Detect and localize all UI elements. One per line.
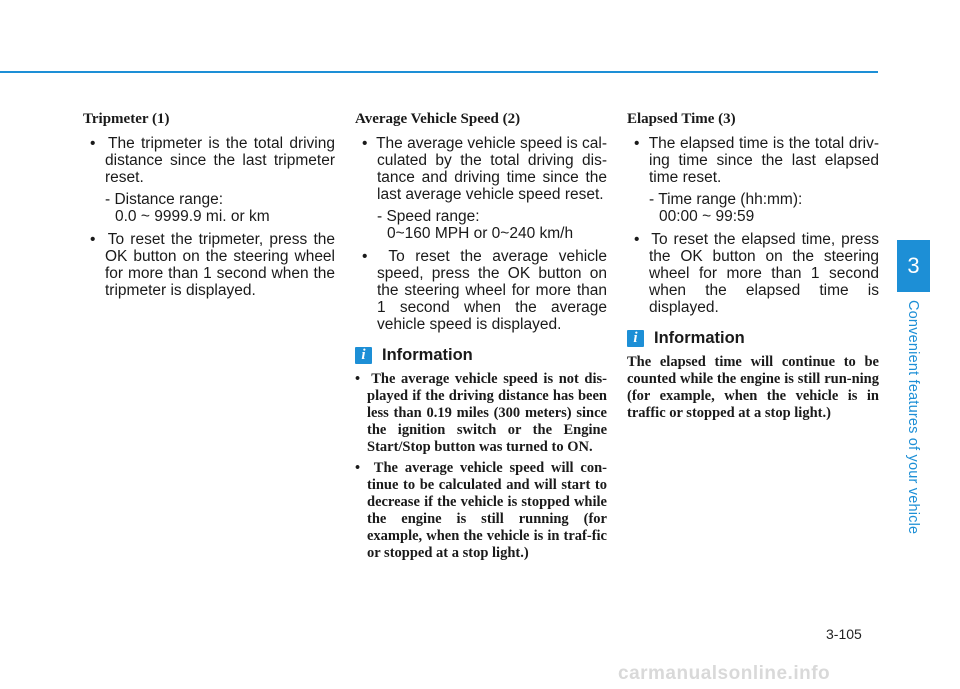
bullet-item: • To reset the average vehicle speed, press the OK button on the steering wheel for more than 1 second when the average vehicle speed is displayed.	[362, 248, 607, 333]
bullet-item: • The elapsed time is the total driv-ing time since the last elapsed time reset.	[634, 135, 879, 186]
section-heading: Average Vehicle Speed (2)	[355, 111, 521, 127]
information-header	[355, 346, 607, 365]
watermark: carmanualsonline.info	[618, 663, 831, 684]
info-bullet-item: • The average vehicle speed will con-tinue to be calculated and will start to decrease if the vehicle is stopped while the engine is still running (for example, when the vehicle is in traf-fic or stopped at a stop light.)	[355, 460, 608, 561]
column-average-speed	[355, 110, 607, 566]
info-icon: i	[627, 330, 644, 347]
info-icon: i	[355, 347, 372, 364]
info-text: The elapsed time will continue to be counted while the engine is still run-ning (for example, when the vehicle is in traffic or stopped at a stop light.)	[627, 354, 879, 421]
page-number: 3-105	[826, 626, 862, 642]
range-note: - Time range (hh:mm): 00:00 ~ 99:59	[649, 191, 803, 225]
bullet-item: • To reset the elapsed time, press the OK button on the steering wheel for more than 1 second when the elapsed time is displayed.	[634, 231, 879, 316]
bullet-item: • The tripmeter is the total driving distance since the last tripmeter reset.	[90, 135, 335, 186]
information-label: Information	[382, 346, 473, 364]
information-label: Information	[654, 329, 745, 347]
column-elapsed-time	[627, 110, 879, 422]
chapter-tab: 3	[897, 240, 930, 292]
section-heading: Elapsed Time (3)	[627, 111, 736, 127]
info-bullet-item: • The average vehicle speed is not dis-played if the driving distance has been less than 0.19 miles (300 meters) since the ignition switch or the Engine Start/Stop button was turned to ON.	[355, 371, 607, 455]
information-header	[627, 329, 879, 348]
column-tripmeter	[83, 110, 335, 302]
bullet-item: • To reset the tripmeter, press the OK button on the steering wheel for more than 1 second when the tripmeter is displayed.	[90, 231, 335, 299]
range-note: - Distance range: 0.0 ~ 9999.9 mi. or km	[105, 191, 270, 225]
bullet-item: • The average vehicle speed is cal-culated by the total driving dis-tance and driving time since the last average vehicle speed reset.	[362, 135, 607, 203]
chapter-title: Convenient features of your vehicle	[905, 300, 921, 535]
header-rule	[0, 71, 878, 73]
range-note: - Speed range: 0~160 MPH or 0~240 km/h	[377, 208, 574, 242]
section-heading: Tripmeter (1)	[83, 111, 170, 127]
